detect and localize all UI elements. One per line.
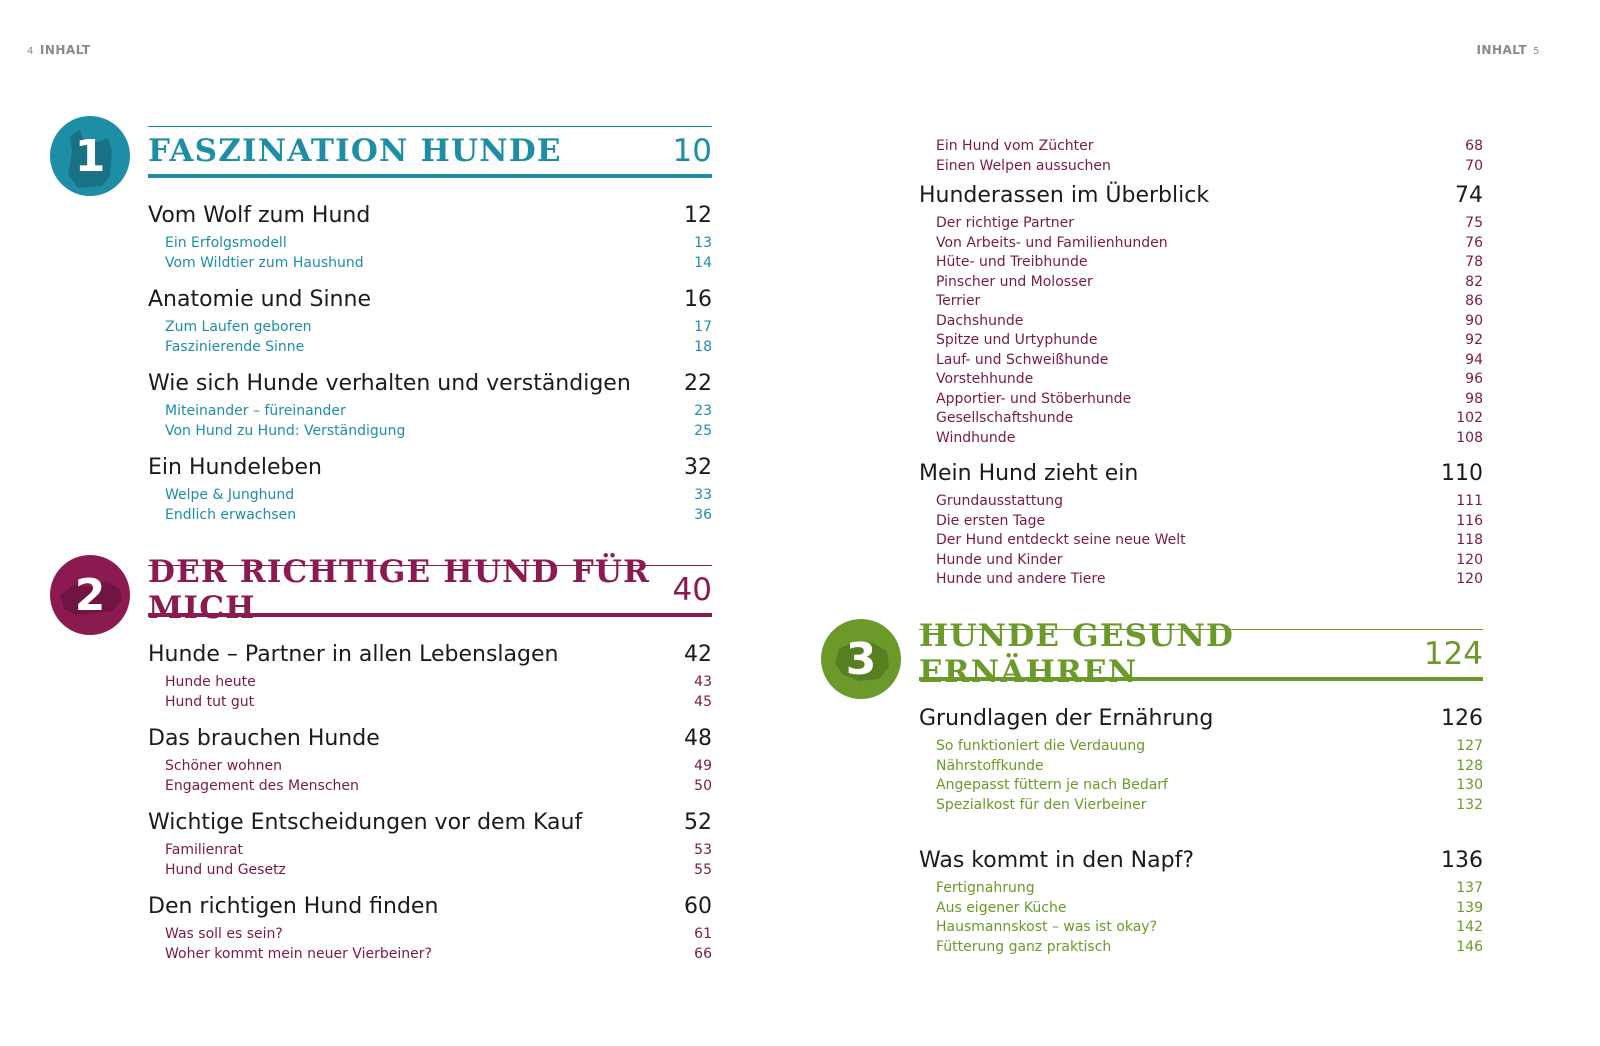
subentry-page: 18: [694, 338, 712, 355]
subentry-page: 94: [1465, 351, 1483, 368]
toc-section[interactable]: [148, 454, 712, 525]
section-title: Wichtige Entscheidungen vor dem Kauf: [148, 810, 583, 835]
toc-subentry[interactable]: [936, 214, 1483, 234]
subentry-page: 17: [694, 319, 712, 335]
subentry-title: Engagement des Menschen: [165, 777, 359, 794]
subentry-page: 33: [694, 487, 712, 503]
subentry-page: 132: [1456, 796, 1483, 813]
subentry-page: 111: [1456, 493, 1483, 509]
chapter-heading-3[interactable]: [919, 617, 1483, 690]
subentry-title: Apportier- und Stöberhunde: [936, 390, 1132, 407]
subentry-title: Zum Laufen geboren: [165, 319, 312, 335]
section-page: 136: [1441, 848, 1483, 873]
folio-label: INHALT: [39, 43, 91, 57]
subentry-title: Endlich erwachsen: [165, 506, 297, 523]
section-title: Mein Hund zieht ein: [919, 461, 1139, 486]
subentry-page: 75: [1465, 215, 1483, 231]
subentry-title: Fertignahrung: [936, 880, 1035, 896]
section-page: 32: [684, 455, 712, 480]
subentry-title: Miteinander – füreinander: [165, 403, 346, 419]
toc-subentry[interactable]: [165, 841, 712, 861]
folio-label: INHALT: [1476, 43, 1528, 57]
subentry-title: Ein Erfolgsmodell: [165, 235, 287, 251]
toc-section[interactable]: [148, 641, 712, 712]
toc-subentry[interactable]: [936, 273, 1483, 293]
toc-section-continued: [919, 133, 1483, 176]
subentry-page: 142: [1456, 919, 1483, 935]
section-title: Grundlagen der Ernährung: [919, 706, 1214, 731]
subentry-title: Vom Wildtier zum Haushund: [165, 254, 364, 271]
subentry-page: 127: [1456, 738, 1483, 754]
toc-subentry[interactable]: [936, 938, 1483, 958]
toc-subentry[interactable]: [936, 331, 1483, 351]
page-folio-right: [1476, 43, 1546, 57]
subentry-title: Aus eigener Küche: [936, 899, 1067, 916]
section-page: 52: [684, 810, 712, 835]
section-title: Vom Wolf zum Hund: [148, 203, 371, 228]
toc-subentry[interactable]: [936, 137, 1483, 157]
toc-subentry[interactable]: [936, 312, 1483, 332]
toc-subentry[interactable]: [936, 899, 1483, 919]
toc-subentry[interactable]: [936, 570, 1483, 590]
subentry-title: Hüte- und Treibhunde: [936, 254, 1088, 270]
section-title: Hunderassen im Überblick: [919, 183, 1210, 208]
section-page: 126: [1441, 706, 1483, 731]
subentry-title: Schöner wohnen: [165, 758, 282, 774]
subentry-title: Terrier: [936, 293, 981, 309]
subentry-page: 66: [694, 945, 712, 962]
subentry-title: Hunde heute: [165, 674, 256, 690]
subentry-title: Einen Welpen aussuchen: [936, 157, 1111, 174]
subentry-title: Pinscher und Molosser: [936, 273, 1093, 290]
toc-subentry[interactable]: [936, 157, 1483, 177]
subentry-page: 68: [1465, 138, 1483, 154]
subentry-title: Hausmannskost – was ist okay?: [936, 919, 1158, 935]
subentry-page: 116: [1456, 512, 1483, 529]
toc-subentry[interactable]: [165, 234, 712, 254]
subentry-page: 98: [1465, 390, 1483, 407]
toc-subentry[interactable]: [165, 422, 712, 442]
toc-subentry[interactable]: [936, 776, 1483, 796]
section-title: Was kommt in den Napf?: [919, 848, 1194, 873]
subentry-page: 45: [694, 693, 712, 710]
subentry-title: Gesellschaftshunde: [936, 410, 1074, 426]
subentry-page: 25: [694, 422, 712, 439]
subentry-page: 102: [1456, 410, 1483, 426]
subentry-title: Der Hund entdeckt seine neue Welt: [936, 532, 1186, 548]
toc-section[interactable]: [919, 460, 1483, 590]
subentry-title: Was soll es sein?: [165, 926, 283, 942]
toc-subentry[interactable]: [936, 253, 1483, 273]
toc-subentry[interactable]: [936, 879, 1483, 899]
toc-section[interactable]: [148, 202, 712, 273]
subentry-page: 61: [694, 926, 712, 942]
subentry-title: Die ersten Tage: [936, 512, 1046, 529]
subentry-title: Ein Hund vom Züchter: [936, 138, 1094, 154]
chapter-title: FASZINATION HUNDE: [148, 132, 562, 169]
toc-subentry[interactable]: [165, 506, 712, 526]
section-page: 12: [684, 203, 712, 228]
section-page: 74: [1455, 183, 1483, 208]
subentry-page: 14: [694, 254, 712, 271]
toc-section[interactable]: [148, 725, 712, 796]
toc-subentry[interactable]: [165, 861, 712, 881]
toc-section[interactable]: [148, 893, 712, 964]
section-page: 110: [1441, 461, 1483, 486]
subentry-page: 53: [694, 842, 712, 858]
subentry-page: 23: [694, 403, 712, 419]
subentry-title: Windhunde: [936, 429, 1016, 446]
toc-subentry[interactable]: [165, 945, 712, 965]
subentry-title: Hund und Gesetz: [165, 861, 286, 878]
section-page: 22: [684, 371, 712, 396]
chapter-page: 10: [672, 132, 712, 169]
subentry-page: 13: [694, 235, 712, 251]
toc-subentry[interactable]: [936, 492, 1483, 512]
subentry-title: Hunde und andere Tiere: [936, 571, 1106, 587]
subentry-page: 146: [1456, 938, 1483, 955]
chapter-badge-2: [50, 555, 130, 635]
subentry-title: Woher kommt mein neuer Vierbeiner?: [165, 945, 432, 962]
page-folio-left: [21, 43, 91, 57]
section-title: Ein Hundeleben: [148, 455, 322, 480]
toc-section[interactable]: [148, 286, 712, 357]
subentry-page: 82: [1465, 273, 1483, 290]
toc-subentry[interactable]: [936, 757, 1483, 777]
subentry-title: Familienrat: [165, 842, 243, 858]
subentry-title: Spezialkost für den Vierbeiner: [936, 796, 1147, 813]
chapter-number: 1: [74, 130, 106, 182]
section-page: 60: [684, 894, 712, 919]
subentry-title: Spitze und Urtyphunde: [936, 332, 1098, 348]
toc-section[interactable]: [919, 182, 1483, 448]
subentry-title: Faszinierende Sinne: [165, 338, 305, 355]
toc-subentry[interactable]: [165, 402, 712, 422]
subentry-title: Nährstoffkunde: [936, 757, 1044, 774]
chapter-number: 2: [74, 569, 106, 621]
toc-subentry[interactable]: [936, 429, 1483, 449]
toc-subentry[interactable]: [165, 338, 712, 358]
toc-subentry[interactable]: [936, 796, 1483, 816]
toc-subentry[interactable]: [165, 318, 712, 338]
section-page: 16: [684, 287, 712, 312]
subentry-page: 92: [1465, 332, 1483, 348]
subentry-title: Lauf- und Schweißhunde: [936, 351, 1109, 368]
toc-section[interactable]: [919, 847, 1483, 957]
toc-subentry[interactable]: [936, 531, 1483, 551]
subentry-page: 76: [1465, 234, 1483, 251]
section-title: Anatomie und Sinne: [148, 287, 371, 312]
toc-subentry[interactable]: [936, 292, 1483, 312]
subentry-title: So funktioniert die Verdauung: [936, 738, 1146, 754]
toc-subentry[interactable]: [936, 234, 1483, 254]
toc-subentry[interactable]: [936, 370, 1483, 390]
toc-subentry[interactable]: [936, 351, 1483, 371]
section-title: Das brauchen Hunde: [148, 726, 380, 751]
subentry-page: 120: [1456, 551, 1483, 568]
toc-section[interactable]: [148, 370, 712, 441]
subentry-title: Fütterung ganz praktisch: [936, 938, 1112, 955]
subentry-title: Vorstehhunde: [936, 371, 1034, 387]
toc-subentry[interactable]: [165, 757, 712, 777]
subentry-page: 108: [1456, 429, 1483, 446]
chapter-page: 40: [672, 571, 712, 608]
section-page: 48: [684, 726, 712, 751]
toc-section[interactable]: [148, 809, 712, 880]
subentry-page: 118: [1456, 532, 1483, 548]
subentry-title: Dachshunde: [936, 312, 1024, 329]
subentry-title: Von Hund zu Hund: Verständigung: [165, 422, 406, 439]
chapter-title: HUNDE GESUND ERNÄHREN: [919, 617, 1235, 690]
subentry-page: 78: [1465, 254, 1483, 270]
page-number: 4: [27, 46, 34, 57]
toc-subentry[interactable]: [936, 551, 1483, 571]
chapter-title: DER RICHTIGE HUND FÜR MICH: [148, 553, 651, 626]
toc-subentry[interactable]: [165, 777, 712, 797]
subentry-page: 49: [694, 758, 712, 774]
toc-subentry[interactable]: [936, 512, 1483, 532]
subentry-title: Grundausstattung: [936, 493, 1063, 509]
subentry-page: 50: [694, 777, 712, 794]
section-title: Den richtigen Hund finden: [148, 894, 439, 919]
subentry-page: 137: [1456, 880, 1483, 896]
page-number: 5: [1533, 46, 1540, 57]
toc-subentry[interactable]: [165, 693, 712, 713]
chapter-heading-2[interactable]: [148, 553, 712, 626]
subentry-page: 70: [1465, 157, 1483, 174]
section-title: Hunde – Partner in allen Lebenslagen: [148, 642, 559, 667]
toc-subentry[interactable]: [936, 390, 1483, 410]
subentry-page: 139: [1456, 899, 1483, 916]
section-title: Wie sich Hunde verhalten und verständigen: [148, 371, 631, 396]
chapter-number: 3: [845, 633, 877, 685]
chapter-badge-3: [821, 619, 901, 699]
subentry-title: Hund tut gut: [165, 693, 255, 710]
subentry-page: 120: [1456, 571, 1483, 587]
toc-subentry[interactable]: [165, 925, 712, 945]
subentry-page: 43: [694, 674, 712, 690]
toc-section[interactable]: [919, 705, 1483, 815]
toc-subentry[interactable]: [165, 254, 712, 274]
chapter-badge-1: [50, 116, 130, 196]
subentry-title: Welpe & Junghund: [165, 487, 295, 503]
chapter-heading-1[interactable]: [148, 126, 712, 178]
subentry-page: 130: [1456, 777, 1483, 793]
subentry-page: 128: [1456, 757, 1483, 774]
subentry-title: Der richtige Partner: [936, 215, 1075, 231]
subentry-title: Hunde und Kinder: [936, 551, 1063, 568]
subentry-page: 96: [1465, 371, 1483, 387]
toc-subentry[interactable]: [165, 486, 712, 506]
subentry-page: 90: [1465, 312, 1483, 329]
subentry-page: 86: [1465, 293, 1483, 309]
toc-subentry[interactable]: [936, 737, 1483, 757]
subentry-title: Von Arbeits- und Familienhunden: [936, 234, 1168, 251]
section-page: 42: [684, 642, 712, 667]
toc-subentry[interactable]: [936, 918, 1483, 938]
subentry-title: Angepasst füttern je nach Bedarf: [936, 777, 1168, 793]
toc-subentry[interactable]: [936, 409, 1483, 429]
chapter-page: 124: [1423, 635, 1483, 672]
toc-subentry[interactable]: [165, 673, 712, 693]
subentry-page: 55: [694, 861, 712, 878]
subentry-page: 36: [694, 506, 712, 523]
